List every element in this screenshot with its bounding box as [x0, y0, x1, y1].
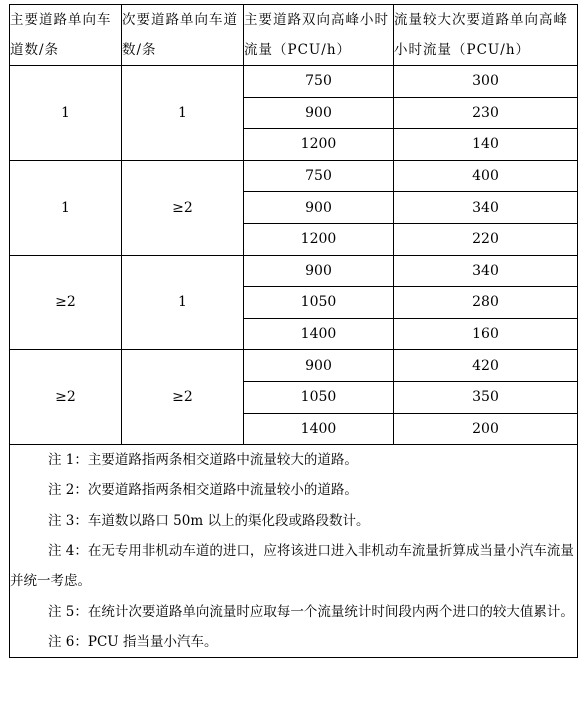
major-flow-cell: 900: [244, 255, 394, 287]
major-lanes-cell: 1: [10, 160, 122, 255]
header-row: [10, 5, 578, 66]
header-major-lanes: 主要道路单向车道数/条: [10, 5, 122, 66]
minor-flow-cell: 340: [394, 192, 578, 224]
minor-flow-cell: 400: [394, 160, 578, 192]
minor-flow-cell: 300: [394, 66, 578, 98]
table-row: [10, 160, 578, 192]
minor-flow-cell: 200: [394, 413, 578, 445]
table-row: [10, 350, 578, 382]
major-flow-cell: 1400: [244, 413, 394, 445]
minor-flow-cell: 340: [394, 255, 578, 287]
major-lanes-cell: 1: [10, 66, 122, 161]
note-1: 注 1：主要道路指两条相交道路中流量较大的道路。: [48, 452, 358, 469]
major-flow-cell: 1050: [244, 287, 394, 319]
table-row: [10, 255, 578, 287]
note-2: 注 2：次要道路指两条相交道路中流量较小的道路。: [48, 482, 358, 499]
major-flow-cell: 900: [244, 192, 394, 224]
major-flow-cell: 900: [244, 97, 394, 129]
minor-lanes-cell: ≥2: [122, 160, 244, 255]
header-minor-lanes: 次要道路单向车道数/条: [122, 5, 244, 66]
minor-lanes-cell: 1: [122, 66, 244, 161]
major-flow-cell: 1050: [244, 381, 394, 413]
notes-cell: [10, 445, 578, 658]
note-5: 注 5：在统计次要道路单向流量时应取每一个流量统计时间段内两个进口的较大值累计。: [48, 603, 574, 620]
notes-row: [10, 445, 578, 658]
minor-flow-cell: 420: [394, 350, 578, 382]
traffic-flow-table: [9, 4, 578, 658]
note-3: 注 3：车道数以路口 50m 以上的渠化段或路段数计。: [48, 512, 370, 529]
header-major-flow: 主要道路双向高峰小时流量（PCU/h）: [244, 5, 394, 66]
minor-flow-cell: 160: [394, 318, 578, 350]
major-lanes-cell: ≥2: [10, 255, 122, 350]
major-flow-cell: 750: [244, 160, 394, 192]
minor-flow-cell: 220: [394, 223, 578, 255]
minor-lanes-cell: ≥2: [122, 350, 244, 445]
minor-flow-cell: 280: [394, 287, 578, 319]
minor-flow-cell: 140: [394, 129, 578, 161]
note-4: 注 4：在无专用非机动车道的进口，应将该进口进入非机动车流量折算成当量小汽车流量并统一考虑。: [10, 543, 574, 590]
major-lanes-cell: ≥2: [10, 350, 122, 445]
note-6: 注 6：PCU 指当量小汽车。: [48, 633, 218, 650]
header-minor-flow: 流量较大次要道路单向高峰小时流量（PCU/h）: [394, 5, 578, 66]
major-flow-cell: 1200: [244, 129, 394, 161]
major-flow-cell: 1400: [244, 318, 394, 350]
major-flow-cell: 750: [244, 66, 394, 98]
major-flow-cell: 1200: [244, 223, 394, 255]
table-row: [10, 66, 578, 98]
minor-lanes-cell: 1: [122, 255, 244, 350]
minor-flow-cell: 350: [394, 381, 578, 413]
minor-flow-cell: 230: [394, 97, 578, 129]
major-flow-cell: 900: [244, 350, 394, 382]
